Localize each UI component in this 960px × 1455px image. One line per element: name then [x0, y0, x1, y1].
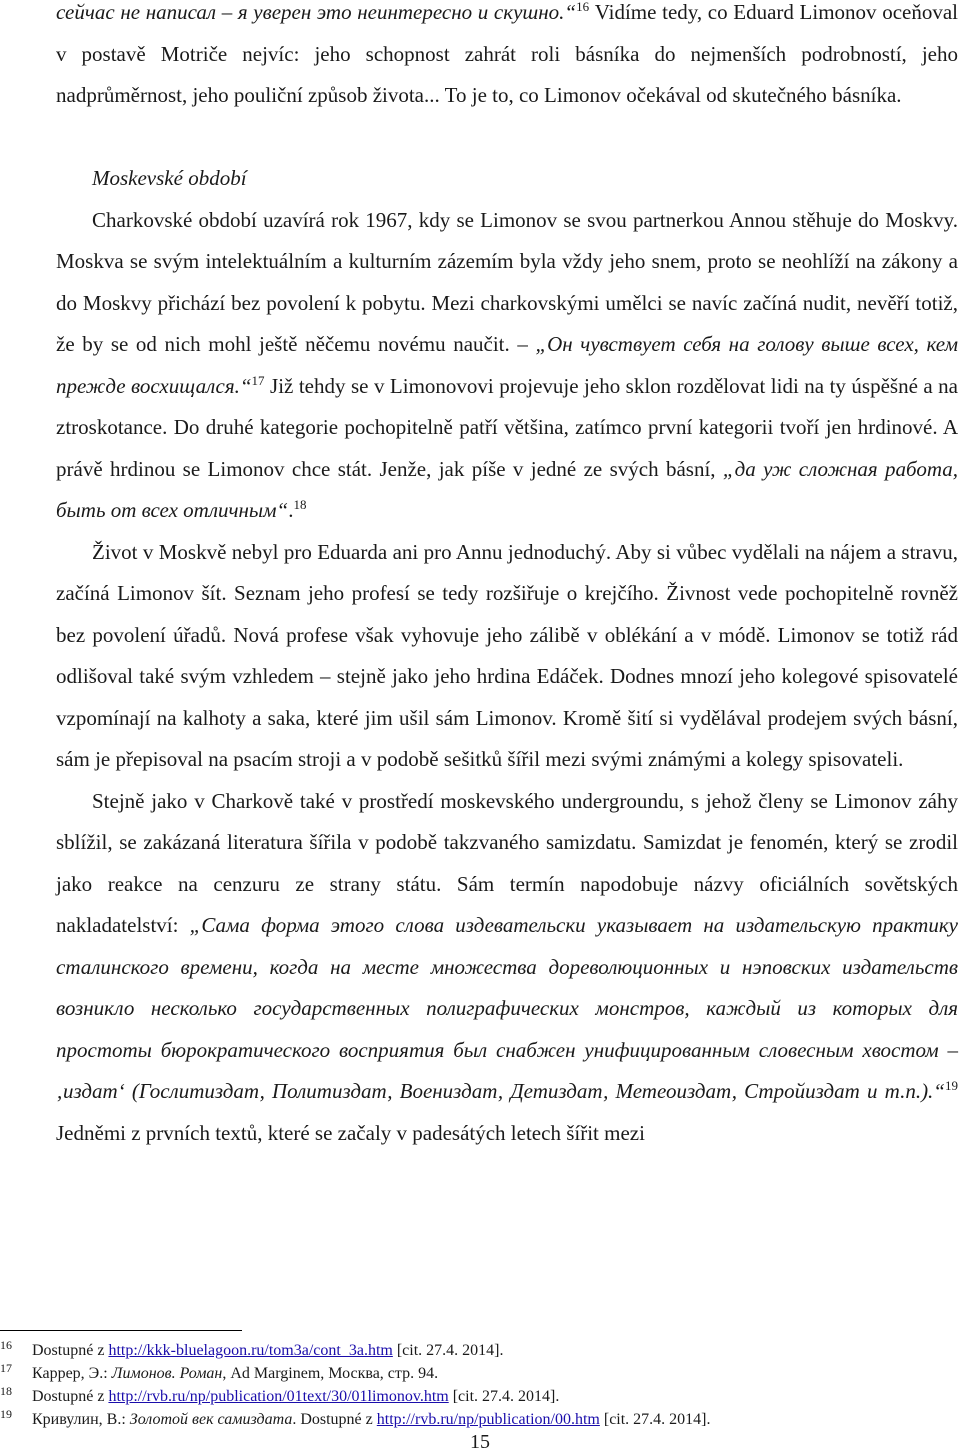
footnote: 19 Кривулин, В.: Золотой век самиздата. Dostupné z http://rvb.ru/np/publication/00.htm [cit. 27.4. 2014].: [0, 1408, 960, 1431]
page-number: 15: [470, 1431, 490, 1453]
footnote-number: 17: [0, 1361, 12, 1375]
footnote-number: 19: [0, 1407, 12, 1421]
footnote-number: 18: [0, 1384, 12, 1398]
footnote: 18 Dostupné z http://rvb.ru/np/publication/01text/30/01limonov.htm [cit. 27.4. 2014].: [0, 1385, 960, 1408]
footnote-ref: 17: [251, 372, 265, 388]
footnotes: [0, 1339, 960, 1431]
paragraph-text: Charkovské období uzavírá rok 1967, kdy se Limonov se svou partnerkou Annou stěhuje do Moskvy. Moskva se svým intelektuálním a kulturním zázemím byla vždy jeho snem, proto se neohlíží na zákony a do Moskvy přichází bez povolení k pobytu. Mezi charkovskými umělci se navíc začíná nudit, nevěří totiž, že by se od nich mohl ještě něčemu novému naučit. –: [56, 207, 958, 356]
paragraph: [56, 0, 958, 117]
russian-quote: „Сама форма этого слова издевательски указывает на издательскую практику сталинского времени, когда на месте множества дореволюционных и нэповских издательств возникло несколько государственных полиграфических монстров, каждый из которых для простоты бюрократического восприятия был снабжен унифицированным словесным хвостом – ‚издат‘ (Гослитиздат, Политиздат, Воениздат, Детиздат, Метеоиздат, Стройиздат и т.п.).“: [56, 913, 958, 1103]
footnote-link[interactable]: http://rvb.ru/np/publication/01text/30/01limonov.htm: [108, 1388, 449, 1405]
footnote-link[interactable]: http://kkk-bluelagoon.ru/tom3a/cont_3a.htm: [108, 1342, 393, 1359]
footnote: 16 Dostupné z http://kkk-bluelagoon.ru/tom3a/cont_3a.htm [cit. 27.4. 2014].: [0, 1339, 960, 1362]
russian-quote: „да уж сложная работа, быть от всех отличным“: [56, 456, 958, 522]
footnote-ref: 16: [576, 0, 590, 14]
paragraph-text: Stejně jako v Charkově také v prostředí moskevského undergroundu, s jehož členy se Limonov záhy sblížil, se zakázaná literatura šířila v podobě takzvaného samizdatu. Samizdat je fenomén, který se zrodil jako reakce na cenzuru ze strany státu. Sám termín napodobuje názvy oficiálních sovětských nakladatelství:: [56, 788, 958, 937]
paragraph: [56, 781, 958, 1155]
paragraph: Život v Moskvě nebyl pro Eduarda ani pro Annu jednoduchý. Aby si vůbec vydělali na nájem a stravu, začíná Limonov šít. Seznam jeho profesí se tedy rozšiřuje o krejčího. Živnost vede pochopitelně rovněž bez povolení úřadů. Nová profese však vyhovuje jeho zálibě v oblékání a v módě. Limonov se totiž rád odlišoval také svým vzhledem – stejně jako jeho hrdina Edáček. Dodnes mnozí jeho kolegové spisovatelé vzpomínají na kalhoty a saka, které jim ušil sám Limonov. Kromě šití si vydělával prodejem svých básní, sám je přepisoval na psacím stroji a v podobě sešitků šířil mezi svými známými a kolegy spisovateli.: [56, 539, 958, 771]
footnote-ref: 19: [945, 1078, 958, 1093]
book-title: Золотой век самиздата: [129, 1411, 293, 1428]
paragraph: [56, 200, 958, 532]
book-title: Лимонов. Роман: [111, 1365, 223, 1382]
paragraph-text: Vidíme tedy, co Eduard Limonov oceňoval v postavě Motriče nejvíc: jeho schopnost zahrát roli básníka do nejmenších podrobností, jeho nadprůměrnost, jeho pouliční způsob života... To je to, co Limonov očekával od skutečného básníka.: [56, 0, 958, 107]
russian-quote: „Он чувствует себя на голову выше всех, кем прежде восхищался.“: [56, 332, 958, 398]
paragraph-text: Jedněmi z prvních textů, které se začaly v padesátých letech šířit mezi: [56, 1120, 645, 1145]
russian-quote: сейчас не написал – я уверен это неинтересно и скушно.“: [56, 0, 577, 24]
paragraph-text: Již tehdy se v Limonovovi projevuje jeho sklon rozdělovat lidi na ty úspěšné a na ztroskotance. Do druhé kategorie pochopitelně patří většina, zatímco první kategorii tvoří jen hrdinové. A právě hrdinou se Limonov chce stát. Jenže, jak píše v jedné ze svých básní,: [56, 373, 958, 481]
period: .: [288, 498, 294, 522]
footnote-ref: 18: [293, 497, 307, 512]
footnote-separator: [0, 1330, 242, 1331]
body-text: [56, 0, 958, 1154]
section-heading: Moskevské období: [92, 166, 247, 190]
footnote: 17 Каррер, Э.: Лимонов. Роман, Ad Marginem, Москва, стр. 94.: [0, 1362, 960, 1385]
footnote-number: 16: [0, 1338, 12, 1352]
footnote-link[interactable]: http://rvb.ru/np/publication/00.htm: [376, 1411, 600, 1428]
